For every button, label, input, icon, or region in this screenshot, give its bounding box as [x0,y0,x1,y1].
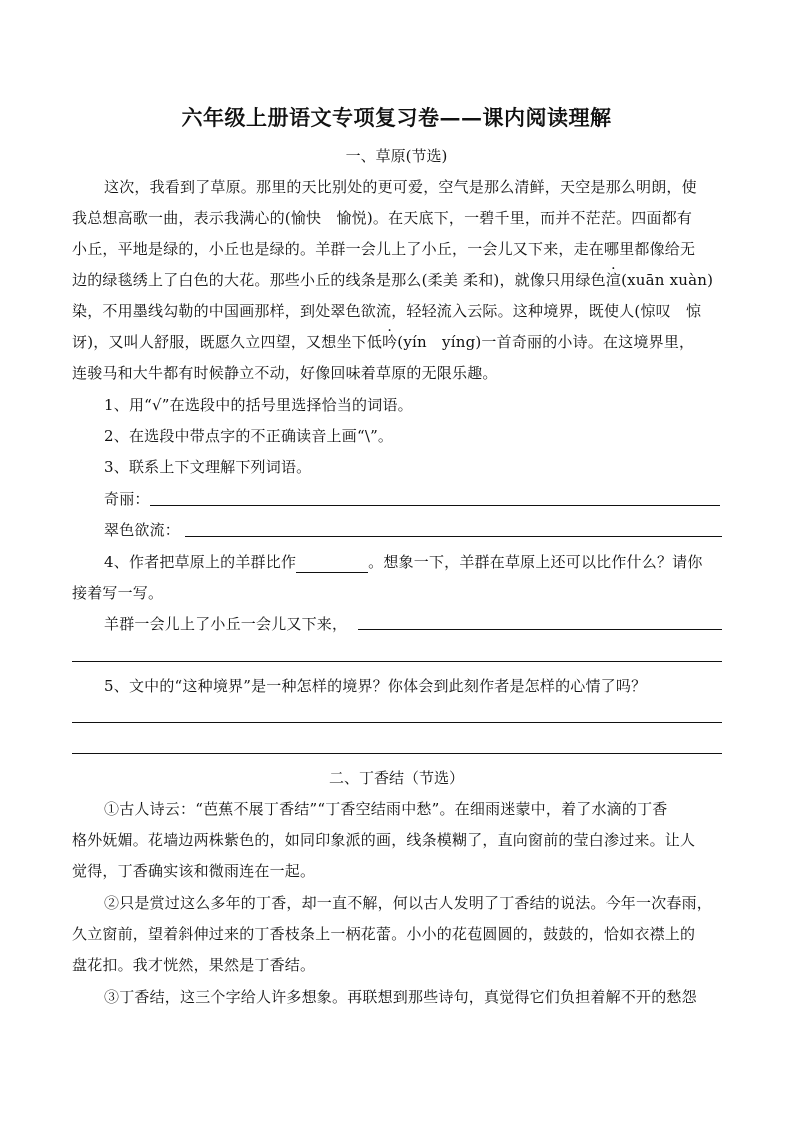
pinyin-choice: (xuān xuàn) [621,271,714,289]
question-5: 5、文中的“这种境界”是一种怎样的境界？你体会到此刻作者是怎样的心情了吗？ [104,677,647,695]
question-4-text: 。想象一下，羊群在草原上还可以比作什么？请你 [368,553,703,571]
passage-line: 小丘，平地是绿的，小丘也是绿的。羊群一会儿上了小丘，一会儿又下来，走在哪里都像给无 [72,240,696,258]
passage-text: 边的绿毯绣上了白色的大花。那些小丘的线条是那么(柔美 柔和)，就像只用绿色 [72,271,606,289]
passage-line: 染，不用墨线勾勒的中国画那样，到处翠色欲流，轻轻流入云际。这种境界，既使人(惊叹 惊 [72,302,702,320]
passage-line: 觉得，丁香确实该和微雨连在一起。 [72,862,316,880]
vocab-prompt-qili: 奇丽： [104,490,150,508]
question-4-text: 4、作者把草原上的羊群比作 [104,553,297,571]
passage-line: 这次，我看到了草原。那里的天比别处的更可爱，空气是那么清鲜，天空是那么明朗，使 [104,178,697,196]
vocab-prompt-cuise: 翠色欲流： [104,521,181,539]
passage-line: 格外妩媚。花墙边两株紫色的，如同印象派的画，线条模糊了，直向窗前的莹白渗过来。让人 [72,831,696,849]
question-3: 3、联系上下文理解下列词语。 [104,458,312,476]
answer-line-qili[interactable] [150,505,720,506]
passage-line: 盘花扣。我才恍然，果然是丁香结。 [72,956,316,974]
dotted-character: 吟 [382,333,398,351]
pinyin-choice: (yín yíng)一首奇丽的小诗。在这境界里， [397,333,695,351]
section-heading-grassland: 一、草原(节选) [345,147,448,165]
question-1: 1、用“√”在选段中的括号里选择恰当的词语。 [104,396,413,414]
passage-line: 我总想高歌一曲，表示我满心的(愉快 愉悦)。在天底下，一碧千里，而并不茫茫。四面都有 [72,209,693,227]
answer-line[interactable] [72,661,722,662]
passage-line: 久立窗前，望着斜伸过来的丁香枝条上一柄花蕾。小小的花苞圆圆的，鼓鼓的，恰如衣襟上的 [72,925,696,943]
passage-line [72,332,722,352]
answer-line[interactable] [72,753,722,754]
sentence-prompt: 羊群一会儿上了小丘一会儿又下来， [104,615,348,633]
answer-blank[interactable] [296,552,368,573]
question-4-continued: 接着写一写。 [72,584,164,602]
question-2: 2、在选段中带点字的不正确读音上画“\”。 [104,427,394,445]
section-heading-lilac: 二、丁香结（节选） [328,769,464,787]
passage-line: 连骏马和大牛都有时候静立不动，好像回味着草原的无限乐趣。 [72,364,498,382]
answer-line[interactable] [358,629,722,630]
passage-line: ①古人诗云：“芭蕉不展丁香结”“丁香空结雨中愁”。在细雨迷蒙中，着了水滴的丁香 [104,800,668,818]
answer-line-cuise[interactable] [185,536,722,537]
passage-line: ③丁香结，这三个字给人许多想象。再联想到那些诗句，真觉得它们负担着解不开的愁怨 [104,988,697,1006]
page-title: 六年级上册语文专项复习卷——课内阅读理解 [181,105,612,130]
passage-line: ②只是赏过这么多年的丁香，却一直不解，何以古人发明了丁香结的说法。今年一次春雨， [104,894,713,912]
passage-line [72,270,722,290]
passage-text: 讶)，又叫人舒服，既愿久立四望，又想坐下低 [72,333,383,351]
answer-line[interactable] [72,722,722,723]
question-4 [104,552,722,573]
dotted-character: 渲 [605,271,622,289]
